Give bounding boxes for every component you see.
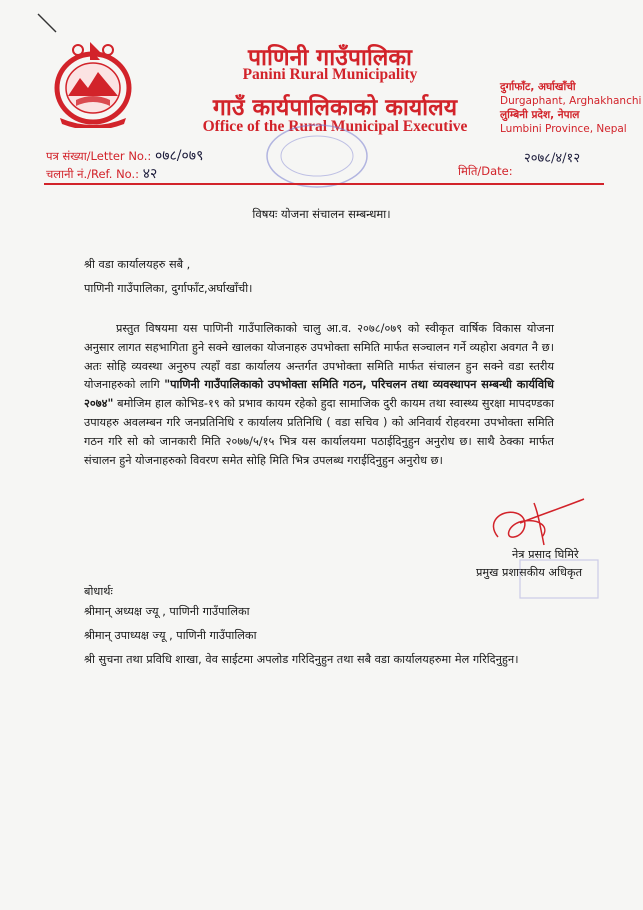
recipient-line2: पाणिनी गाउँपालिका, दुर्गाफाँट,अर्घाखाँची। [84, 282, 253, 295]
ref-number-value: ४२ [142, 166, 158, 182]
header-divider [44, 183, 604, 185]
office-name-nepali: गाउँ कार्यपालिकाको कार्यालय [212, 95, 458, 121]
cc-label: बोधार्थः [84, 585, 113, 598]
body-paragraph [84, 320, 554, 470]
nepal-emblem-icon [46, 36, 140, 128]
cc-item: श्री सुचना तथा प्रविधि शाखा, वेव साईटमा अपलोड गरिदिनुहुन तथा सबै वडा कार्यालयहरुमा मेल गरिदिनुहुन। [84, 653, 519, 666]
date-label: मिति/Date: [458, 164, 513, 178]
cc-item: श्रीमान् उपाध्यक्ष ज्यू , पाणिनी गाउँपालिका [84, 629, 257, 642]
address-block [500, 80, 641, 136]
letter-number-row [46, 146, 203, 165]
ref-number-label: चलानी नं./Ref. No.: [46, 167, 140, 181]
ref-number-row [46, 164, 157, 183]
letter-number-label: पत्र संख्या/Letter No.: [46, 149, 152, 163]
address-line2-english: Lumbini Province, Nepal [500, 123, 627, 135]
signatory-title: प्रमुख प्रशासकीय अधिकृत [476, 566, 583, 579]
signatory-name: नेत्र प्रसाद घिमिरे [512, 548, 579, 561]
body-part2: बमोजिम हाल कोभिड-१९ को प्रभाव कायम रहेको हुदा सामाजिक दुरी कायम तथा स्वास्थ्य सुरक्षा मापदण्डका उपायहरु अवलम्बन गरि जनप्रतिनिधि र कार्यालय प्रतिनिधि ( वडा सचिव ) को अनिवार्य रोहवरमा उपभोक्ता समिति गठन गरि सो को जानकारी मिति २०७७/५/१५ भित्र यस कार्यालयमा पठाईदिनुहुन अनुरोध छ। साथै ठेक्का मार्फत संचालन हुने योजनाहरुको विवरण समेत सोहि मिति भित्र उपलब्ध गराईदिनुहुन अनुरोध छ। [84, 397, 554, 467]
municipality-name-english: Panini Rural Municipality [242, 66, 418, 83]
signatory-stamp-icon [518, 556, 600, 602]
office-stamp-icon [265, 123, 369, 189]
address-line2-nepali: लुम्बिनी प्रदेश, नेपाल [500, 109, 580, 121]
cc-item: श्रीमान् अध्यक्ष ज्यू , पाणिनी गाउँपालिका [84, 605, 250, 618]
date-value: २०७८/४/१२ [524, 151, 581, 166]
corner-mark-icon [36, 12, 58, 34]
letter-number-value: ०७८/०७९ [154, 148, 204, 164]
office-name-english: Office of the Rural Municipal Executive [202, 118, 468, 135]
recipient-line1: श्री वडा कार्यालयहरु सबै , [84, 258, 191, 271]
signature-icon [480, 493, 590, 551]
municipality-name-nepali: पाणिनी गाउँपालिका [247, 45, 413, 71]
body-bold-title: "पाणिनी गाउँपालिकाको उपभोक्ता समिति गठन, परिचलन तथा व्यवस्थापन सम्बन्धी कार्यविधि २०७४" [84, 378, 554, 411]
address-line1-nepali: दुर्गाफाँट, अर्घाखाँची [500, 81, 576, 93]
body-part1: प्रस्तुत विषयमा यस पाणिनी गाउँपालिकाको चालु आ.व. २०७८/०७९ को स्वीकृत वार्षिक विकास योजना अनुसार लागत सहभागिता हुने सक्ने खालका योजनाहरु उपभोक्ता समिति मार्फत सञ्चालन गर्ने व्यहोरा अवगत नै छ। अतः सोहि व्यवस्था अनुरुप त्यहाँ वडा कार्यालय अन्तर्गत उपभोक्ता समिति मार्फत संचालन हुन सक्ने वडा स्तरीय योजनाहरुको लागि [84, 322, 554, 392]
subject-line: विषयः योजना संचालन सम्बन्धमा। [252, 207, 391, 221]
address-line1-english: Durgaphant, Arghakhanchi [500, 95, 642, 107]
